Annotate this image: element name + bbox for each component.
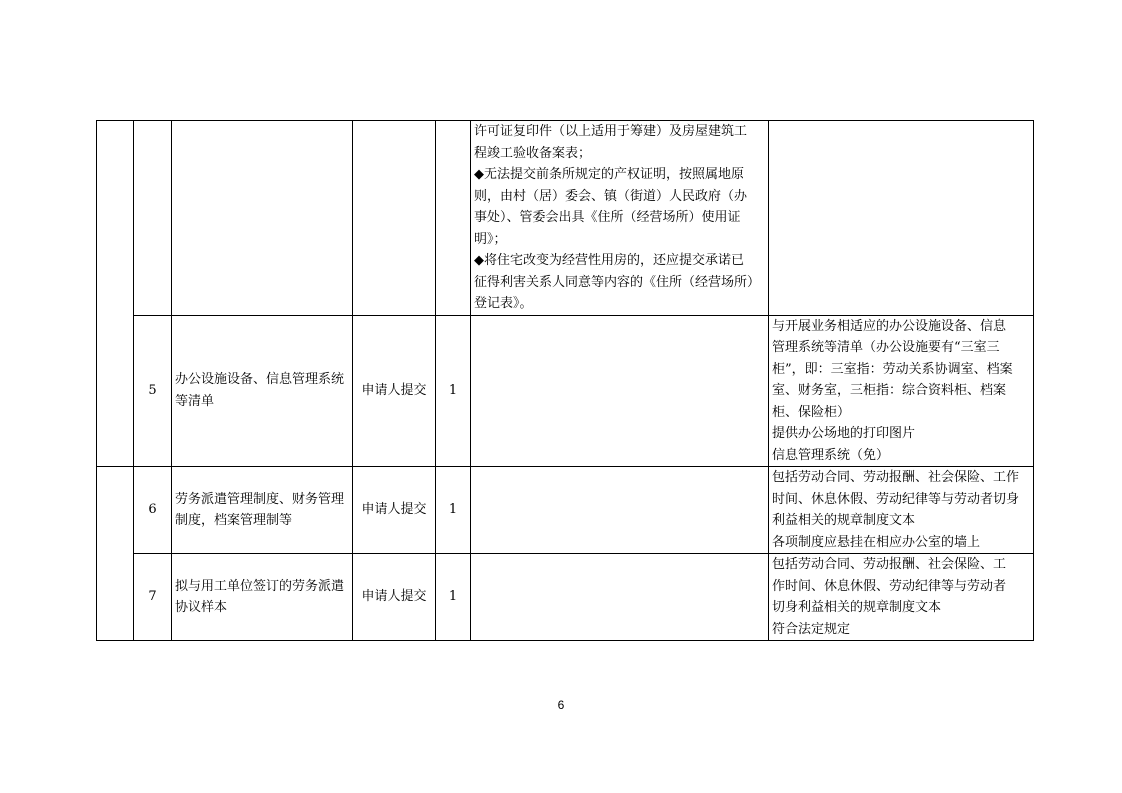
materials-table [96,120,1034,641]
quantity-cell: 1 [436,554,471,641]
material-name [172,121,353,316]
table-row [97,554,1034,641]
material-name: 劳务派遣管理制度、财务管理制度，档案管理制等 [172,467,353,554]
row-number [134,121,172,316]
material-name: 办公设施设备、信息管理系统等清单 [172,315,353,467]
table-row [97,121,1034,316]
description-cell [471,467,769,554]
description-cell [471,554,769,641]
notes-cell: 包括劳动合同、劳动报酬、社会保险、工 作时间、休息休假、劳动纪律等与劳动者 切身利益相关的规章制度文本 符合法定规定 [769,554,1034,641]
row-number: 5 [134,315,172,467]
submitter-cell: 申请人提交 [353,467,436,554]
quantity-cell: 1 [436,315,471,467]
group-cell [97,467,134,641]
row-number: 6 [134,467,172,554]
submitter-cell: 申请人提交 [353,315,436,467]
notes-cell: 包括劳动合同、劳动报酬、社会保险、工作 时间、休息休假、劳动纪律等与劳动者切身 利益相关的规章制度文本 各项制度应悬挂在相应办公室的墙上 [769,467,1034,554]
material-name: 拟与用工单位签订的劳务派遣协议样本 [172,554,353,641]
description-cell: 许可证复印件（以上适用于筹建）及房屋建筑工 程竣工验收备案表； ◆无法提交前条所规定的产权证明，按照属地原 则，由村（居）委会、镇（街道）人民政府（办 事处）、管委会出具《住所（经营场所）使用证 明》； ◆将住宅改变为经营性用房的，还应提交承诺已 征得利害关系人同意等内容的《住所（经营场所） 登记表》。 [471,121,769,316]
table-row [97,467,1034,554]
notes-cell: 与开展业务相适应的办公设施设备、信息 管理系统等清单（办公设施要有“三室三 柜”，即：三室指：劳动关系协调室、档案 室、财务室，三柜指：综合资料柜、档案 柜、保险柜） 提供办公场地的打印图片 信息管理系统（免） [769,315,1034,467]
row-number: 7 [134,554,172,641]
quantity-cell [436,121,471,316]
notes-cell [769,121,1034,316]
submitter-cell: 申请人提交 [353,554,436,641]
page-number: 6 [557,698,565,712]
table-row [97,315,1034,467]
group-cell [97,121,134,467]
submitter-cell [353,121,436,316]
description-cell [471,315,769,467]
quantity-cell: 1 [436,467,471,554]
